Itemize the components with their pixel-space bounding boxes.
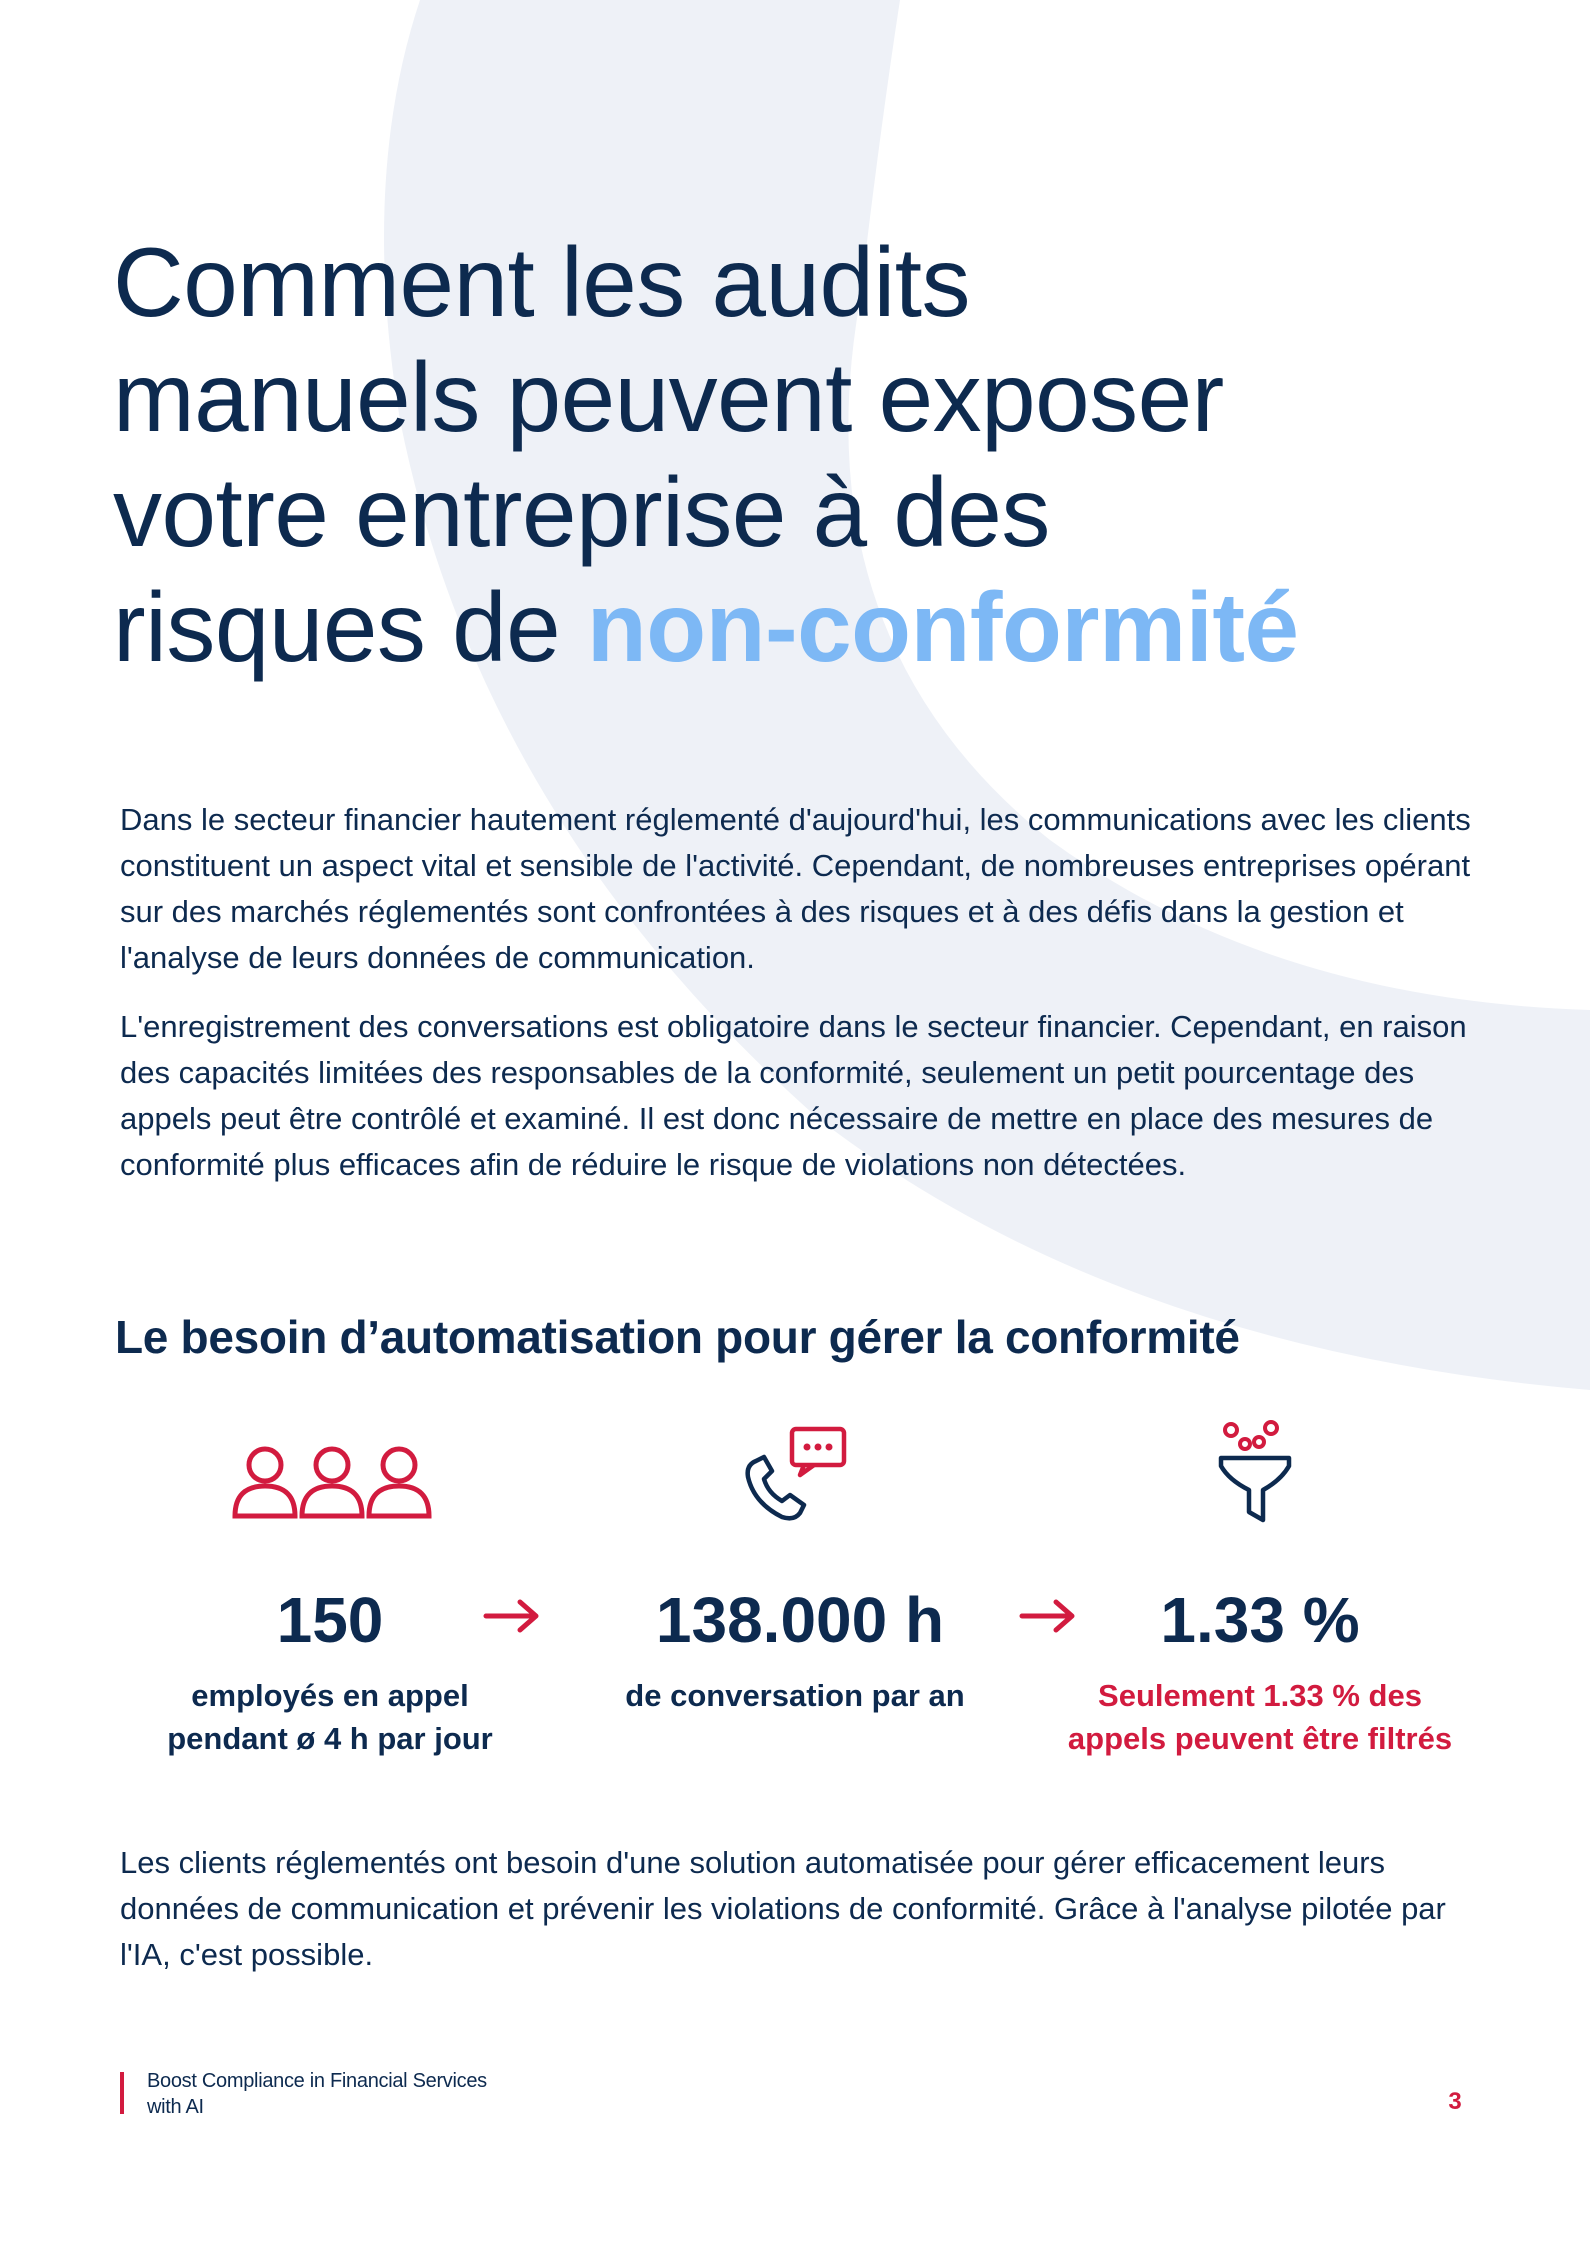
headline-line-4-prefix: risques de <box>113 572 587 682</box>
conclusion-paragraph: Les clients réglementés ont besoin d'une solution automatisée pour gérer efficacement leurs données de communication et prévenir les violations de conformité. Grâce à l'analyse pilotée par l'IA, c'est possible. <box>120 1845 1446 1972</box>
stat-label-hours <box>585 1674 1005 1717</box>
phone-chat-icon <box>742 1425 850 1525</box>
stat-label-percentage-line-2: appels peuvent être filtrés <box>1067 1721 1453 1756</box>
intro-paragraph-2: L'enregistrement des conversations est obligatoire dans le secteur financier. Cependant, en raison des capacités limitées des responsables de la conformité, seulement un petit pourcentage des appels peut être contrôlé et examiné. Il est donc nécessaire de mettre en place des mesures de conformité plus efficaces afin de réduire le risque de violations non détectées. <box>120 1009 1467 1182</box>
stat-value-employees: 150 <box>276 1584 384 1656</box>
stat-label-percentage-line-1: Seulement 1.33 % des <box>1098 1678 1422 1713</box>
stat-label-hours-line-1: de conversation par an <box>625 1678 965 1713</box>
intro-paragraph-1: Dans le secteur financier hautement réglementé d'aujourd'hui, les communications avec les clients constituent un aspect vital et sensible de l'activité. Cependant, de nombreuses entreprises opérant sur des marchés réglementés sont confrontées à des risques et à des défis dans la gestion et l'analyse de leurs données de communication. <box>120 802 1471 975</box>
footer-accent-bar <box>120 2072 124 2114</box>
stat-label-employees-line-2: pendant ø 4 h par jour <box>167 1721 493 1756</box>
funnel-filter-icon <box>1215 1420 1295 1525</box>
headline-accent: non-conformité <box>586 572 1299 682</box>
headline-line-2: manuels peuvent exposer <box>113 342 1224 452</box>
stat-label-percentage <box>1040 1674 1480 1760</box>
arrow-right-icon <box>482 1596 542 1636</box>
page-headline <box>113 225 1413 685</box>
stat-value-percentage: 1.33 % <box>1160 1584 1360 1656</box>
headline-line-1: Comment les audits <box>113 227 971 337</box>
people-group-icon <box>230 1440 435 1520</box>
footer-title-line-2: with AI <box>147 2096 204 2118</box>
stat-label-employees-line-1: employés en appel <box>191 1678 469 1713</box>
page-number: 3 <box>1448 2088 1462 2115</box>
stat-value-hours: 138.000 h <box>655 1584 945 1656</box>
section-heading: Le besoin d’automatisation pour gérer la conformité <box>115 1311 1240 1363</box>
headline-line-3: votre entreprise à des <box>113 457 1050 567</box>
footer-title-line-1: Boost Compliance in Financial Services <box>147 2070 487 2092</box>
footer-document-title <box>147 2068 567 2120</box>
stat-label-employees <box>130 1674 530 1760</box>
arrow-right-icon <box>1018 1596 1078 1636</box>
